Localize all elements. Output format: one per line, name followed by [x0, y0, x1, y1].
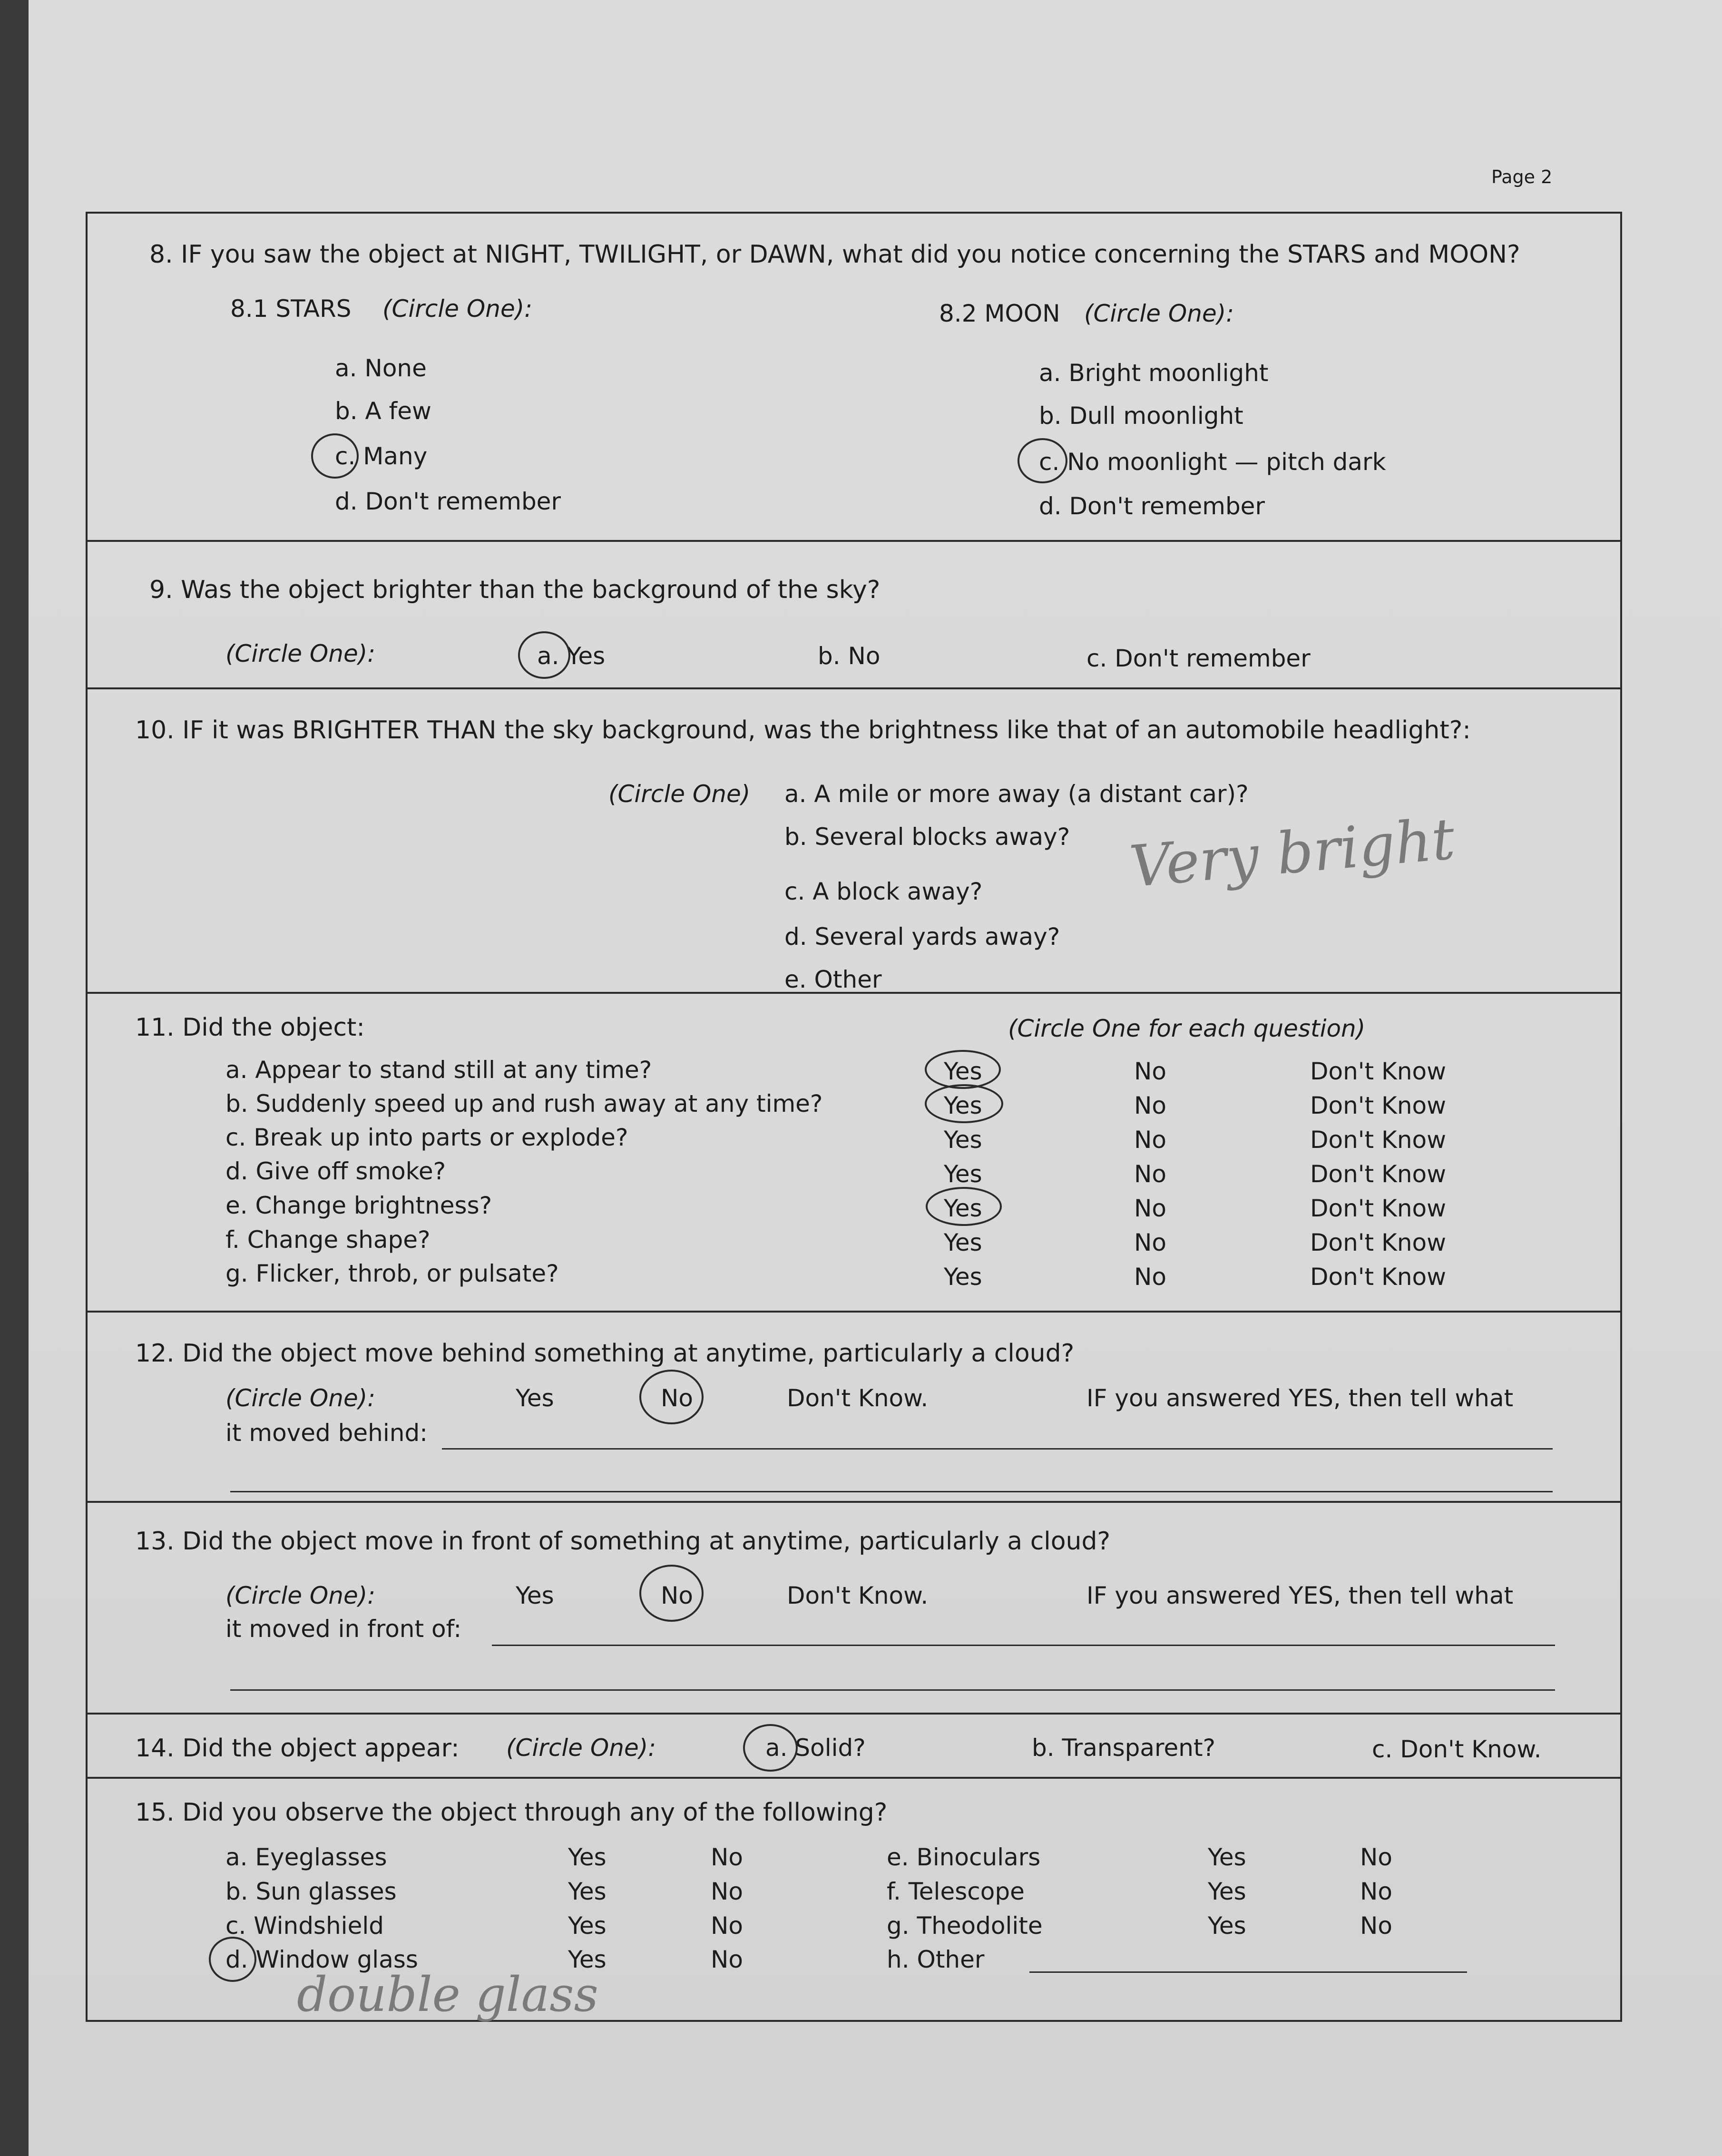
q13-answer-line-2[interactable]: [230, 1689, 1555, 1691]
q10-question: 10. IF it was BRIGHTER THAN the sky background, was the brightness like that of an automobile headlight?:: [135, 716, 1471, 745]
q10-option-c: c. A block away?: [784, 878, 983, 905]
page-number: Page 2: [1491, 167, 1553, 187]
q9-circle-mark: [518, 631, 570, 679]
q15-right-e-label: e. Binoculars: [887, 1843, 1041, 1871]
q11-row-e-yes: Yes: [944, 1195, 982, 1222]
q9-option-c: c. Don't remember: [1086, 645, 1311, 672]
q11-row-e-circle-mark: [926, 1187, 1002, 1226]
q8-stars-label: 8.1 STARS: [230, 295, 352, 323]
q10-instr: (Circle One): [608, 780, 751, 808]
q11-row-g-dk: Don't Know: [1310, 1263, 1446, 1291]
q15-right-f-label: f. Telescope: [887, 1878, 1025, 1905]
q15-left-c-yes: Yes: [568, 1912, 607, 1940]
q12-yes: Yes: [516, 1384, 554, 1412]
q15-left-d-yes: Yes: [568, 1946, 607, 1973]
q13-followup-label: it moved in front of:: [225, 1615, 462, 1643]
q13-dont-know: Don't Know.: [787, 1582, 929, 1609]
q15-left-a-no: No: [711, 1843, 743, 1871]
section-q13: [88, 1503, 1620, 1715]
q12-no: No: [661, 1384, 693, 1412]
q15-right-g-no: No: [1360, 1912, 1392, 1940]
q11-row-g-no: No: [1134, 1263, 1166, 1291]
q13-instr: (Circle One):: [225, 1582, 376, 1609]
q11-row-g-yes: Yes: [944, 1263, 982, 1291]
q8-stars-option-d: d. Don't remember: [335, 488, 561, 515]
section-q10: [88, 689, 1620, 994]
q9-instr: (Circle One):: [225, 640, 376, 667]
q11-row-e-label: e. Change brightness?: [225, 1192, 492, 1219]
q11-row-a-yes: Yes: [944, 1058, 982, 1085]
q13-question: 13. Did the object move in front of something at anytime, particularly a cloud?: [135, 1527, 1111, 1556]
q11-row-f-yes: Yes: [944, 1229, 982, 1256]
q14-question: 14. Did the object appear:: [135, 1734, 460, 1763]
q11-row-f-no: No: [1134, 1229, 1166, 1256]
section-q12: [88, 1313, 1620, 1503]
q9-question: 9. Was the object brighter than the background of the sky?: [149, 576, 881, 604]
q11-row-e-no: No: [1134, 1195, 1166, 1222]
q11-row-e-dk: Don't Know: [1310, 1195, 1446, 1222]
q11-row-b-no: No: [1134, 1092, 1166, 1119]
q15-left-a-label: a. Eyeglasses: [225, 1843, 387, 1871]
q14-instr: (Circle One):: [506, 1734, 656, 1762]
q11-row-d-no: No: [1134, 1160, 1166, 1188]
q12-question: 12. Did the object move behind something at anytime, particularly a cloud?: [135, 1339, 1075, 1368]
q10-option-b: b. Several blocks away?: [784, 823, 1070, 851]
q13-circle-mark: [639, 1565, 704, 1622]
q11-row-d-label: d. Give off smoke?: [225, 1157, 446, 1185]
q11-question: 11. Did the object:: [135, 1013, 365, 1042]
q11-row-d-yes: Yes: [944, 1160, 982, 1188]
q15-left-d-no: No: [711, 1946, 743, 1973]
section-q15: [88, 1779, 1620, 2024]
q11-row-a-circle-mark: [925, 1050, 1001, 1089]
q11-row-g-label: g. Flicker, throb, or pulsate?: [225, 1260, 559, 1287]
q15-circle-mark: [209, 1937, 256, 1982]
q8-stars-option-a: a. None: [335, 354, 427, 382]
q11-row-f-dk: Don't Know: [1310, 1229, 1446, 1256]
section-q8: [88, 214, 1620, 542]
q8-stars-instr: (Circle One):: [382, 295, 533, 323]
q15-left-b-no: No: [711, 1878, 743, 1905]
q10-handwritten-note: Very bright: [1127, 806, 1458, 901]
q11-row-b-label: b. Suddenly speed up and rush away at any time?: [225, 1090, 823, 1117]
q8-moon-label: 8.2 MOON: [939, 300, 1060, 327]
q15-right-g-label: g. Theodolite: [887, 1912, 1043, 1940]
q12-instr: (Circle One):: [225, 1384, 376, 1412]
q15-other-label: h. Other: [887, 1946, 985, 1973]
q15-right-e-yes: Yes: [1208, 1843, 1246, 1871]
q15-left-a-yes: Yes: [568, 1843, 607, 1871]
questionnaire-form: [86, 212, 1622, 2022]
q11-row-c-dk: Don't Know: [1310, 1126, 1446, 1154]
paper-sheet: [29, 0, 1722, 2156]
q11-row-f-label: f. Change shape?: [225, 1226, 430, 1254]
q8-stars-circle-mark: [311, 433, 359, 479]
q8-moon-option-b: b. Dull moonlight: [1039, 402, 1243, 430]
q15-left-d-label: d. Window glass: [225, 1946, 418, 1973]
q8-stars-option-b: b. A few: [335, 397, 431, 425]
q11-row-d-dk: Don't Know: [1310, 1160, 1446, 1188]
q15-left-c-label: c. Windshield: [225, 1912, 384, 1940]
q14-option-b: b. Transparent?: [1032, 1734, 1216, 1762]
q8-question: 8. IF you saw the object at NIGHT, TWILIGHT, or DAWN, what did you notice concerning the STARS and MOON?: [149, 240, 1520, 269]
q15-right-e-no: No: [1360, 1843, 1392, 1871]
section-q9: [88, 542, 1620, 689]
q14-circle-mark: [743, 1724, 798, 1772]
q9-option-a: a. Yes: [537, 642, 606, 670]
q10-option-a: a. A mile or more away (a distant car)?: [784, 780, 1249, 808]
q15-question: 15. Did you observe the object through any of the following?: [135, 1798, 888, 1827]
q14-option-a: a. Solid?: [765, 1734, 866, 1762]
q15-handwritten-note: double glass: [297, 1967, 598, 2022]
q8-stars-option-c: c. Many: [335, 442, 428, 470]
q12-followup-label: it moved behind:: [225, 1419, 428, 1447]
section-q11: [88, 994, 1620, 1313]
q13-answer-line-1[interactable]: [492, 1645, 1555, 1646]
q15-right-f-no: No: [1360, 1878, 1392, 1905]
q12-answer-line-2[interactable]: [230, 1491, 1553, 1492]
q15-left-b-label: b. Sun glasses: [225, 1878, 397, 1905]
q11-row-b-yes: Yes: [944, 1092, 982, 1119]
q11-instr: (Circle One for each question): [1008, 1015, 1366, 1042]
q12-followup: IF you answered YES, then tell what: [1086, 1384, 1514, 1412]
q11-row-a-dk: Don't Know: [1310, 1058, 1446, 1085]
q13-yes: Yes: [516, 1582, 554, 1609]
q11-row-a-label: a. Appear to stand still at any time?: [225, 1056, 652, 1084]
q8-moon-circle-mark: [1018, 438, 1067, 483]
q8-moon-instr: (Circle One):: [1084, 300, 1234, 327]
q9-option-b: b. No: [818, 642, 881, 670]
q13-followup: IF you answered YES, then tell what: [1086, 1582, 1514, 1609]
q11-row-c-no: No: [1134, 1126, 1166, 1154]
q15-left-c-no: No: [711, 1912, 743, 1940]
q11-row-b-circle-mark: [925, 1084, 1003, 1123]
q8-moon-option-a: a. Bright moonlight: [1039, 359, 1269, 387]
section-q14: [88, 1715, 1620, 1779]
q8-moon-option-c: c. No moonlight — pitch dark: [1039, 448, 1386, 476]
q14-option-c: c. Don't Know.: [1372, 1735, 1542, 1763]
q11-row-c-label: c. Break up into parts or explode?: [225, 1124, 628, 1151]
q11-row-a-no: No: [1134, 1058, 1166, 1085]
q12-answer-line-1[interactable]: [442, 1448, 1553, 1450]
q12-dont-know: Don't Know.: [787, 1384, 929, 1412]
q10-option-d: d. Several yards away?: [784, 923, 1060, 951]
q11-row-b-dk: Don't Know: [1310, 1092, 1446, 1119]
q10-option-e: e. Other: [784, 966, 882, 993]
q8-moon-option-d: d. Don't remember: [1039, 492, 1265, 520]
q15-left-b-yes: Yes: [568, 1878, 607, 1905]
q12-circle-mark: [639, 1370, 704, 1424]
scan-dark-edge: [0, 0, 29, 2156]
q13-no: No: [661, 1582, 693, 1609]
q11-row-c-yes: Yes: [944, 1126, 982, 1154]
q15-right-f-yes: Yes: [1208, 1878, 1246, 1905]
q15-right-g-yes: Yes: [1208, 1912, 1246, 1940]
q15-other-line[interactable]: [1029, 1971, 1467, 1973]
